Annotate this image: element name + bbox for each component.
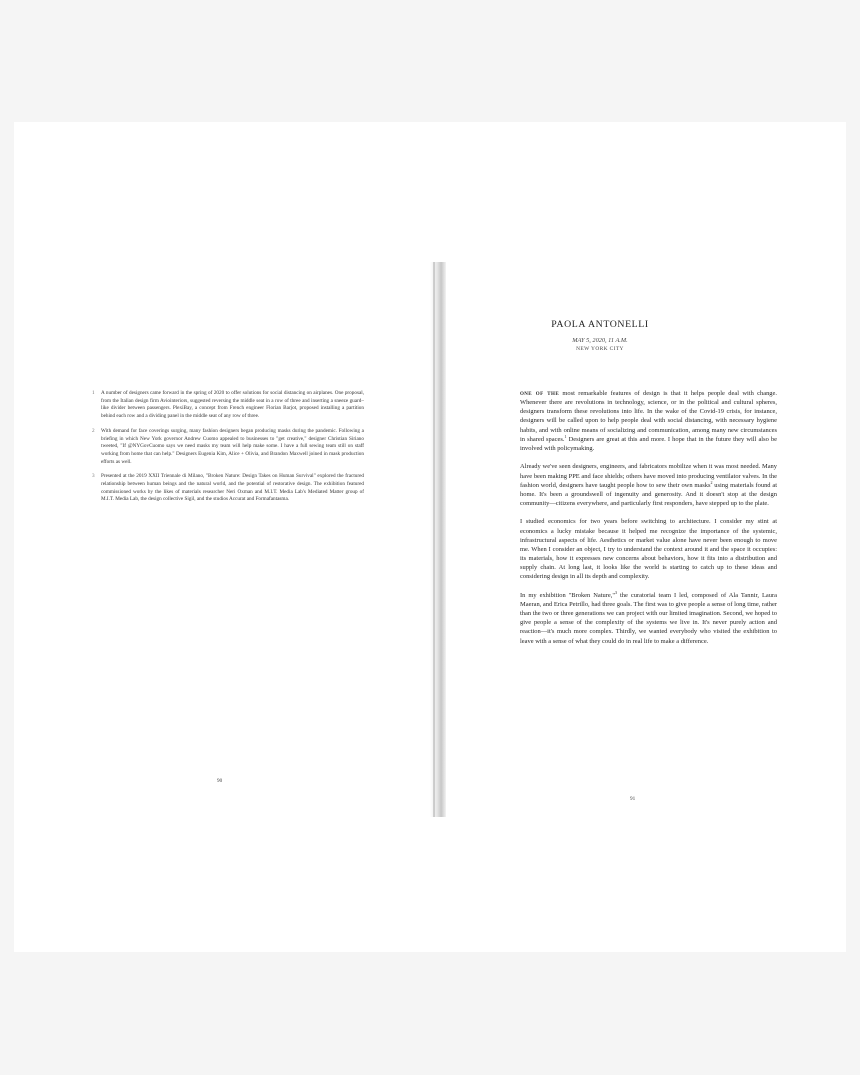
interview-city: NEW YORK CITY (576, 346, 624, 352)
page-number-right: 91 (630, 796, 636, 802)
footnote-text: Presented at the 2019 XXII Triennale di Milano, "Broken Nature: Design Takes on Human Survival" explored the fractured relationship between human beings and the natural world, and the potential of restorative design. The exhibition featured commissioned works by the likes of materials researcher Neri Oxman and M.I.T. Media Lab's Mediated Matter group of M.I.T. Media Lab, the design collective Sigil, and the studios Accurat and Formafantasma. (101, 473, 364, 503)
footnote-ref: 1 (564, 433, 567, 439)
footnote-number: 1 (92, 390, 95, 396)
footnote-ref: 3 (615, 589, 618, 595)
footnotes (92, 390, 364, 511)
paragraph: Already we've seen designers, engineers, and fabricators mobilize when it was most needed. Many have been making PPE and face shields; others have moved into producing ventilator valves. In the fashion world, designers have taught people how to sew their own masks$^2$ using materials found at home. It's been a groundswell of ingenuity and generosity. And it doesn't stop at the design community—citizens everywhere, and particularly first responders, have stepped up to the plate. (520, 463, 777, 508)
footnote (92, 428, 364, 467)
footnote-number: 2 (92, 427, 95, 434)
paragraph: one of the most remarkable features of design is that it helps people deal with change. Whenever there are revolutions in technology, science, or in the political and cultural spheres, designers transform these revolutions into life. In the wake of the Covid-19 crisis, for instance, designers will be called upon to help people deal with social distancing, with necessary hygiene habits, and with online means of socializing and communication, among many new circumstances in shared spaces.$^1$ Designers are great at this and more. I hope that in the future they will also be involved with policymaking. (520, 390, 777, 452)
footnote (92, 473, 364, 504)
spine-shadow (430, 262, 446, 817)
footnote-ref: 2 (710, 479, 713, 485)
paragraph: I studied economics for two years before switching to architecture. I consider my stint at economics a lucky mistake because it helped me recognize the importance of the systemic, infrastructural aspects of life. Aesthetics or market value alone have never been enough to move me. When I consider an object, I try to understand the context around it and the space it occupies: its materials, how it expresses new concerns about behaviors, how it fits into a distribution and supply chain. At long last, it looks like the world is starting to catch up to these ideas and considering design in all its depth and complexity. (520, 518, 777, 581)
book-spread (14, 122, 846, 952)
left-page (14, 122, 435, 952)
footnote (92, 390, 364, 421)
footnote-text: A number of designers came forward in the spring of 2020 to offer solutions for social distancing on airplanes. One proposal, from the Italian design firm Aviointeriors, suggested reversing the middle seat in a row of three and inserting a sneeze guard–like divider between passengers. PlexiBay, a concept from French engineer Florian Barjot, proposed installing a partition behind each row and a dividing panel in the middle seat of any row of three. (101, 390, 364, 420)
interview-date: MAY 5, 2020, 11 A.M. (572, 337, 628, 344)
paragraph: In my exhibition "Broken Nature,"$^3$ the curatorial team I led, composed of Ala Tannir, Laura Maeran, and Erica Petrillo, had three goals. The first was to give people a sense of long time, rather than the two or three generations we can project with our limited imagination. Second, we hoped to give people a sense of the complexity of the systems we live in. It's never purely action and reaction—it's much more complex. Thirdly, we wanted everybody who visited the exhibition to leave with a sense of what they could do in real life to make a difference. (520, 589, 777, 645)
author-heading: PAOLA ANTONELLI (551, 319, 649, 330)
body-text (520, 389, 777, 655)
page-number-left: 90 (217, 778, 223, 784)
footnote-number: 3 (92, 473, 95, 480)
lead-in: one of the (520, 390, 560, 397)
right-page (435, 262, 846, 817)
footnote-text: With demand for face coverings surging, many fashion designers began producing masks during the pandemic. Following a briefing in which New York governor Andrew Cuomo appealed to businesses to "get creative," designer Christian Siriano tweeted, "If @NYGovCuomo says we need masks my team will help make some. I have a full sewing team still on staff working from home that can help." Designers Eugenia Kim, Alice + Olivia, and Brandon Maxwell joined in mask production efforts as well. (101, 427, 364, 465)
